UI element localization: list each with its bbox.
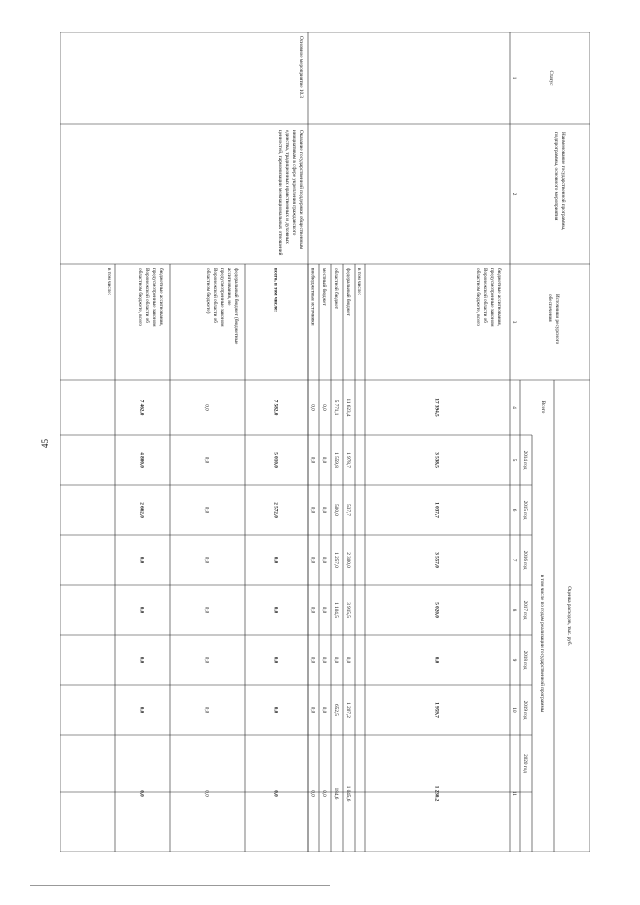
block2-section1-value: 0,0 (203, 456, 210, 464)
header-by-years: в том числе по годам реализации государственной программы (539, 574, 545, 713)
header-year: 2016 год (522, 550, 528, 570)
block1-row-value: 0,0 (309, 404, 316, 411)
block2-lead-source: всего, в том числе: (272, 268, 279, 313)
header-status: Статус (548, 70, 554, 86)
block1-lead-value: 17 394,5 (433, 398, 440, 417)
block2-lead-value: 0,0 (272, 706, 279, 714)
header-col-number: 5 (511, 458, 517, 462)
block2-section1-value: 0,0 (203, 404, 210, 411)
block1-row-value: 1 207,2 (345, 702, 351, 718)
block2-section1-value: 0,0 (203, 706, 210, 714)
block1-row-value: 1 978,7 (345, 452, 351, 468)
block1-row-value: 500,0 (333, 504, 339, 516)
header-year: 2015 год (522, 500, 528, 520)
block2-section2-source: бюджетные ассигнования,предусмотренные закономВоронежской области обобластном бюджете, всего (137, 268, 164, 327)
header-estimate: Оценка расходов, тыс. руб. (566, 586, 572, 646)
block2-lead-value: 0,0 (272, 790, 279, 797)
block2-section2-value: 0,0 (138, 656, 145, 664)
block1-row-value: 0,0 (309, 506, 316, 514)
block1-lead-value: 5 020,0 (433, 602, 440, 618)
block1-row-value: 0,0 (333, 656, 339, 664)
block2-lead-value: 0,0 (272, 556, 279, 564)
footer-rule (30, 885, 330, 886)
header-col-number: 8 (511, 608, 517, 612)
header-col-number: 3 (511, 320, 517, 324)
block1-lead-value: 1 959,7 (433, 702, 440, 718)
block1-row-value: 2 300,0 (345, 552, 351, 568)
block2-lead-value: 0,0 (272, 656, 279, 664)
header-total: Всего (540, 400, 546, 414)
block1-row-value: 537,7 (345, 504, 351, 516)
block2-section2-value: 4 800,0 (138, 452, 145, 468)
block1-row-value: 0,0 (309, 656, 316, 664)
expense-table (60, 32, 590, 852)
block1-row-source: местный бюджет (321, 268, 327, 306)
block1-row-value: 0,0 (309, 706, 316, 714)
block2-section2-value: 0,0 (138, 556, 145, 564)
block2-section1-source: федеральный бюджет (бюджетныеассигнования, непредусмотренные закономВоронежской области обобластном бюджете) (205, 268, 239, 345)
block1-row-value: 652,5 (333, 704, 339, 716)
block2-section2-value: 0,0 (138, 606, 145, 614)
header-year: 2019 год (522, 700, 528, 720)
header-year: 2014 год (522, 450, 528, 470)
block1-lead-value: 0,0 (433, 656, 440, 664)
block2-lead-value: 2 572,0 (272, 502, 279, 518)
header-col-number: 4 (511, 406, 517, 409)
header-year: 2017 год (522, 600, 528, 620)
block1-row-value: 0,0 (309, 790, 316, 797)
block1-row-value: 11 623,4 (345, 398, 351, 417)
block1-subheading: в том числе: (356, 268, 362, 296)
block2-name: Оказание государственной поддержки общественныминициативам в сфере укрепления гражданскогоединства, традиционных нравственных и духовныхценностей, гармонизации межнациональных отношений (277, 130, 304, 256)
header-year: 2020 год (522, 754, 528, 773)
block1-row-value: 1 104,5 (333, 602, 339, 618)
block1-row-value: 0,0 (321, 656, 327, 664)
header-col-number: 1 (511, 76, 517, 80)
page-number: 45 (40, 439, 50, 448)
block2-section1-value: 0,0 (203, 606, 210, 614)
block2-section2-value: 0,0 (138, 706, 145, 714)
header-col-number: 9 (511, 658, 517, 662)
block1-row-value: 0,0 (321, 706, 327, 714)
block1-row-value: 0,0 (321, 606, 327, 614)
block1-lead-value: 3 538,5 (433, 452, 440, 468)
header-col-number: 11 (511, 791, 517, 796)
block2-status: Основное мероприятие 10.3 (298, 36, 304, 98)
block1-row-source: областной бюджет (333, 268, 339, 309)
block1-row-source: федеральный бюджет (345, 268, 351, 316)
block1-row-value: 3 915,5 (345, 602, 351, 618)
block1-lead-source: бюджетные ассигнования,предусмотренные закономВоронежской области обобластном бюджете, всего (475, 268, 502, 327)
header-program-name: Наименование государственной программы,подпрограммы, основного мероприятия (553, 132, 566, 231)
block1-row-value: 1 257,0 (333, 552, 339, 568)
block2-section1-value: 0,0 (203, 506, 210, 514)
block1-row-value: 1 045,6 (345, 785, 351, 802)
block1-row-value: 0,0 (321, 506, 327, 514)
header-year: 2018 год (522, 650, 528, 670)
block1-row-value: 0,0 (309, 556, 316, 564)
header-col-number: 7 (511, 558, 517, 562)
rotated-page (60, 32, 590, 852)
block2-section2-value: 7 462,0 (138, 399, 145, 416)
block2-lead-value: 5 010,0 (272, 452, 279, 468)
block2-section2-value: 0,0 (138, 790, 145, 797)
block1-row-source: внебюджетные источники (309, 268, 316, 326)
block1-row-value: 0,0 (309, 606, 316, 614)
block1-lead-value: 1 230,2 (433, 785, 440, 802)
block2-lead-value: 0,0 (272, 606, 279, 614)
block2-section1-value: 0,0 (203, 656, 210, 664)
block2-subheading: в том числе: (106, 268, 112, 296)
header-funding-source: Источники ресурсногообеспечения (547, 294, 560, 345)
block1-row-value: 0,0 (321, 790, 327, 797)
block1-lead-value: 3 557,0 (433, 552, 440, 568)
block2-lead-value: 7 582,0 (272, 399, 279, 416)
header-col-number: 2 (511, 192, 517, 196)
block1-row-value: 5 771,1 (333, 399, 339, 416)
block2-section1-value: 0,0 (203, 790, 210, 797)
header-col-number: 10 (511, 707, 517, 713)
block1-row-value: 0,0 (309, 456, 316, 464)
block1-lead-value: 1 037,7 (433, 502, 440, 518)
block2-section2-value: 2 662,0 (138, 502, 145, 518)
block1-row-value: 184,6 (333, 787, 339, 800)
block1-row-value: 0,0 (321, 456, 327, 464)
block2-section1-value: 0,0 (203, 556, 210, 564)
block1-row-value: 0,0 (321, 556, 327, 564)
header-col-number: 6 (511, 508, 517, 512)
block1-row-value: 0,0 (345, 656, 351, 664)
block1-row-value: 1 559,8 (333, 452, 339, 468)
block1-row-value: 0,0 (321, 404, 327, 411)
